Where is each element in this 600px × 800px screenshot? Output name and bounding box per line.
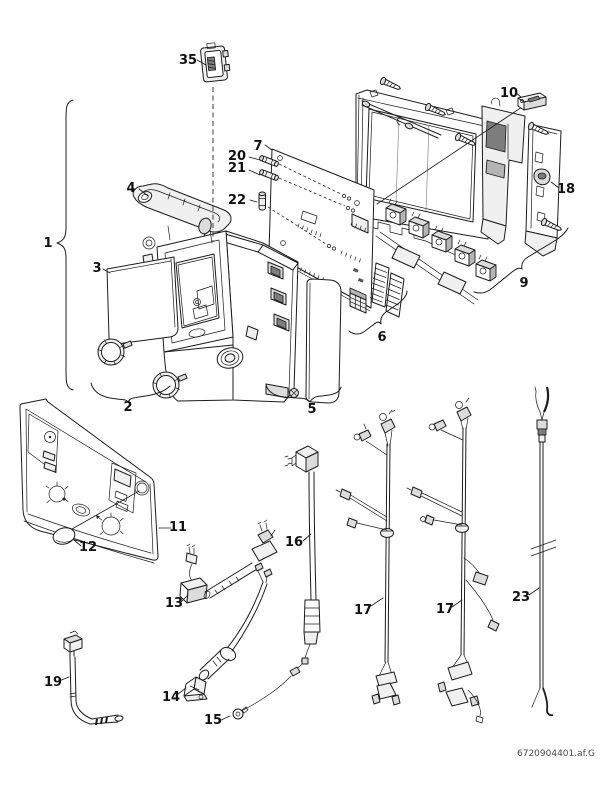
part-label-15: 15 [203, 713, 223, 728]
screw-icon [379, 77, 402, 93]
part-label-6: 6 [377, 330, 387, 345]
part-label-18: 18 [556, 182, 576, 197]
part-label-17a: 17 [353, 603, 373, 618]
part-16-cable [285, 446, 320, 664]
part-18-grommet [534, 169, 550, 185]
part-label-19: 19 [43, 675, 63, 690]
part-label-16: 16 [284, 535, 304, 550]
part-label-20: 20 [227, 149, 247, 164]
part-label-14: 14 [161, 690, 181, 705]
part-label-10: 10 [499, 86, 519, 101]
part-label-35: 35 [178, 53, 198, 68]
part-11-front-panel [20, 399, 158, 563]
part-label-23: 23 [511, 590, 531, 605]
part-label-1: 1 [43, 236, 53, 251]
relay-block [455, 240, 475, 266]
part-23-capillary [531, 387, 556, 715]
part-label-3: 3 [92, 261, 102, 276]
document-number: 6720904401.af.G [517, 749, 595, 759]
part-label-11: 11 [168, 520, 188, 535]
part-19-probe [64, 631, 123, 725]
relay-block [476, 255, 496, 281]
part-17-harness-b [407, 398, 499, 723]
part-15-sensor-wire [233, 659, 305, 719]
part-10-clip [518, 93, 546, 110]
part-label-5: 5 [307, 402, 317, 417]
part-label-9: 9 [519, 276, 529, 291]
part-label-21: 21 [227, 161, 247, 176]
part-22-fuse [259, 192, 266, 210]
part-label-13: 13 [164, 596, 184, 611]
part-13-cable [180, 520, 277, 603]
part-label-4: 4 [126, 181, 136, 196]
part-17-harness-a [336, 410, 400, 705]
part-label-17b: 17 [435, 602, 455, 617]
part-label-7: 7 [253, 139, 263, 154]
part-3-front-glass [107, 257, 178, 344]
part-2-knob [98, 339, 132, 365]
part-label-2: 2 [123, 400, 133, 415]
part-label-22: 22 [227, 193, 247, 208]
brace-1 [57, 100, 73, 390]
part-label-12: 12 [78, 540, 98, 555]
